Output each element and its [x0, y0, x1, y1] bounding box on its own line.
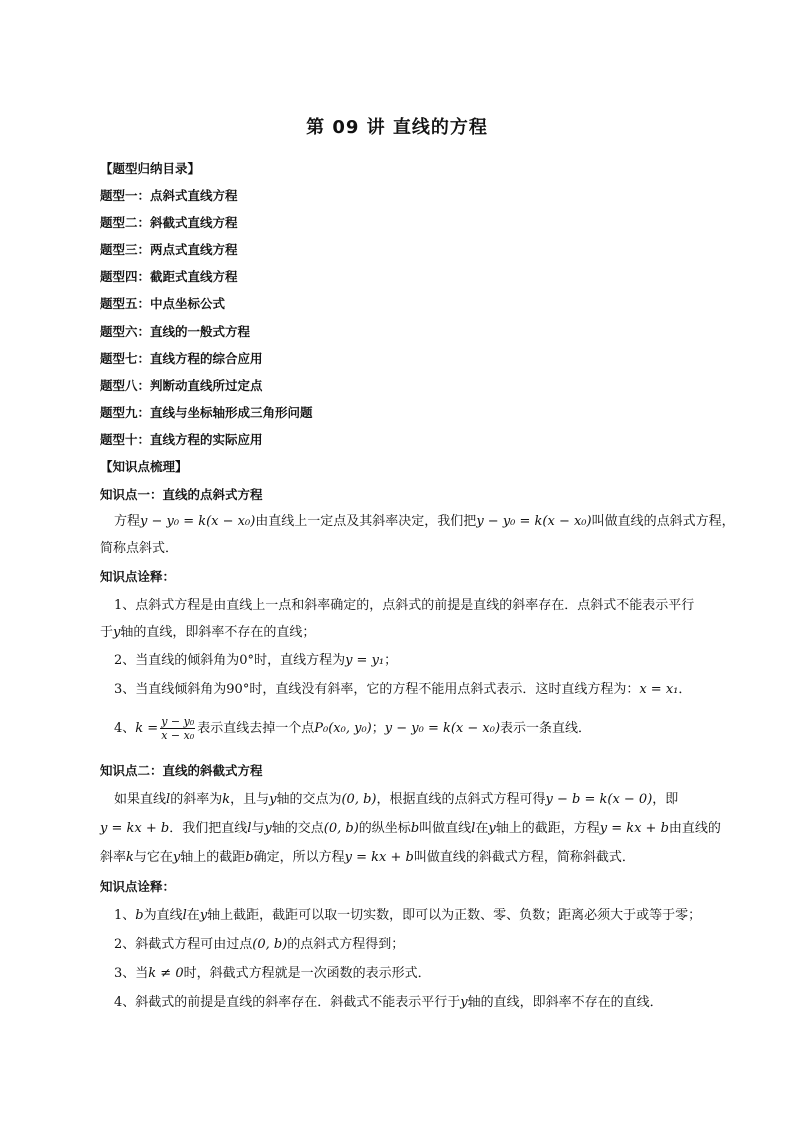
fraction: $\frac{\text{y − y₀}}{\text{x − x₀}}$ [161, 715, 195, 742]
k2-paragraph-line-2: y = kx + b．我们把直线l与y轴的交点(0, b)的纵坐标b叫做直线l在y轴上的截距，方程y = kx + b由直线的 [100, 821, 721, 836]
k1-paragraph-line-2: 简称点斜式． [100, 541, 179, 556]
equation: x = x₁ [639, 682, 679, 697]
equation: y = kx + b [599, 821, 669, 836]
equation: y = kx + b [344, 850, 414, 865]
toc-item-10: 题型十：直线方程的实际应用 [100, 432, 263, 447]
equation: k ≠ 0 [148, 966, 184, 981]
k1-note-1-line-2: 于y轴的直线，即斜率不存在的直线； [100, 625, 316, 640]
equation: y − y₀ = k(x − x₀) [384, 721, 501, 736]
equation: y = kx + b [100, 821, 170, 836]
k2-note-2: 2、斜截式方程可由过点(0, b)的点斜式方程得到； [114, 937, 405, 952]
k1-paragraph-line-1: 方程y − y₀ = k(x − x₀)由直线上一定点及其斜率决定，我们把y − y₀ = k(x − x₀)叫做直线的点斜式方程， [114, 514, 735, 529]
k1-notes-heading: 知识点诠释： [100, 569, 176, 584]
k1-note-3: 3、当直线倾斜角为90°时，直线没有斜率，它的方程不能用点斜式表示．这时直线方程为：x = x₁． [114, 682, 692, 697]
k2-note-1: 1、b为直线l在y轴上截距，截距可以取一切实数，即可以为正数、零、负数；距离必须大于或等于零； [114, 908, 702, 923]
toc-item-1: 题型一：点斜式直线方程 [100, 188, 238, 203]
toc-item-5: 题型五：中点坐标公式 [100, 296, 226, 311]
toc-item-7: 题型七：直线方程的综合应用 [100, 351, 263, 366]
k1-note-4: 4、k = $\frac{\text{y − y₀}}{\text{x − x₀}}$ 表示直线去掉一个点P₀(x₀, y₀)；y − y₀ = k(x − x₀)表示一条直线． [114, 715, 592, 742]
knowledge-header: 【知识点梳理】 [100, 459, 188, 474]
k2-note-3: 3、当k ≠ 0时，斜截式方程就是一次函数的表示形式． [114, 966, 431, 981]
k2-heading: 知识点二：直线的斜截式方程 [100, 763, 263, 778]
k1-note-1-line-1: 1、点斜式方程是由直线上一点和斜率确定的，点斜式的前提是直线的斜率存在．点斜式不能表示平行 [114, 598, 695, 613]
page-title: 第 09 讲 直线的方程 [306, 117, 488, 138]
k1-note-2: 2、当直线的倾斜角为0°时，直线方程为y = y₁； [114, 653, 398, 668]
equation: y − b = k(x − 0) [545, 792, 653, 807]
toc-item-2: 题型二：斜截式直线方程 [100, 215, 238, 230]
k2-notes-heading: 知识点诠释： [100, 879, 176, 894]
k2-note-4: 4、斜截式的前提是直线的斜率存在．斜截式不能表示平行于y轴的直线，即斜率不存在的直线． [114, 995, 663, 1010]
toc-item-3: 题型三：两点式直线方程 [100, 242, 238, 257]
k2-paragraph-line-3: 斜率k与它在y轴上的截距b确定，所以方程y = kx + b叫做直线的斜截式方程，简称斜截式． [100, 850, 635, 865]
equation: y = y₁ [345, 653, 385, 668]
toc-item-4: 题型四：截距式直线方程 [100, 269, 238, 284]
toc-item-8: 题型八：判断动直线所过定点 [100, 378, 263, 393]
k2-paragraph-line-1: 如果直线l的斜率为k，且与y轴的交点为(0, b)，根据直线的点斜式方程可得y − b = k(x − 0)，即 [114, 792, 679, 807]
toc-item-9: 题型九：直线与坐标轴形成三角形问题 [100, 405, 313, 420]
equation: y − y₀ = k(x − x₀) [476, 514, 592, 529]
toc-item-6: 题型六：直线的一般式方程 [100, 324, 251, 339]
toc-header: 【题型归纳目录】 [100, 161, 201, 176]
k1-heading: 知识点一：直线的点斜式方程 [100, 487, 263, 502]
equation: y − y₀ = k(x − x₀) [140, 514, 256, 529]
